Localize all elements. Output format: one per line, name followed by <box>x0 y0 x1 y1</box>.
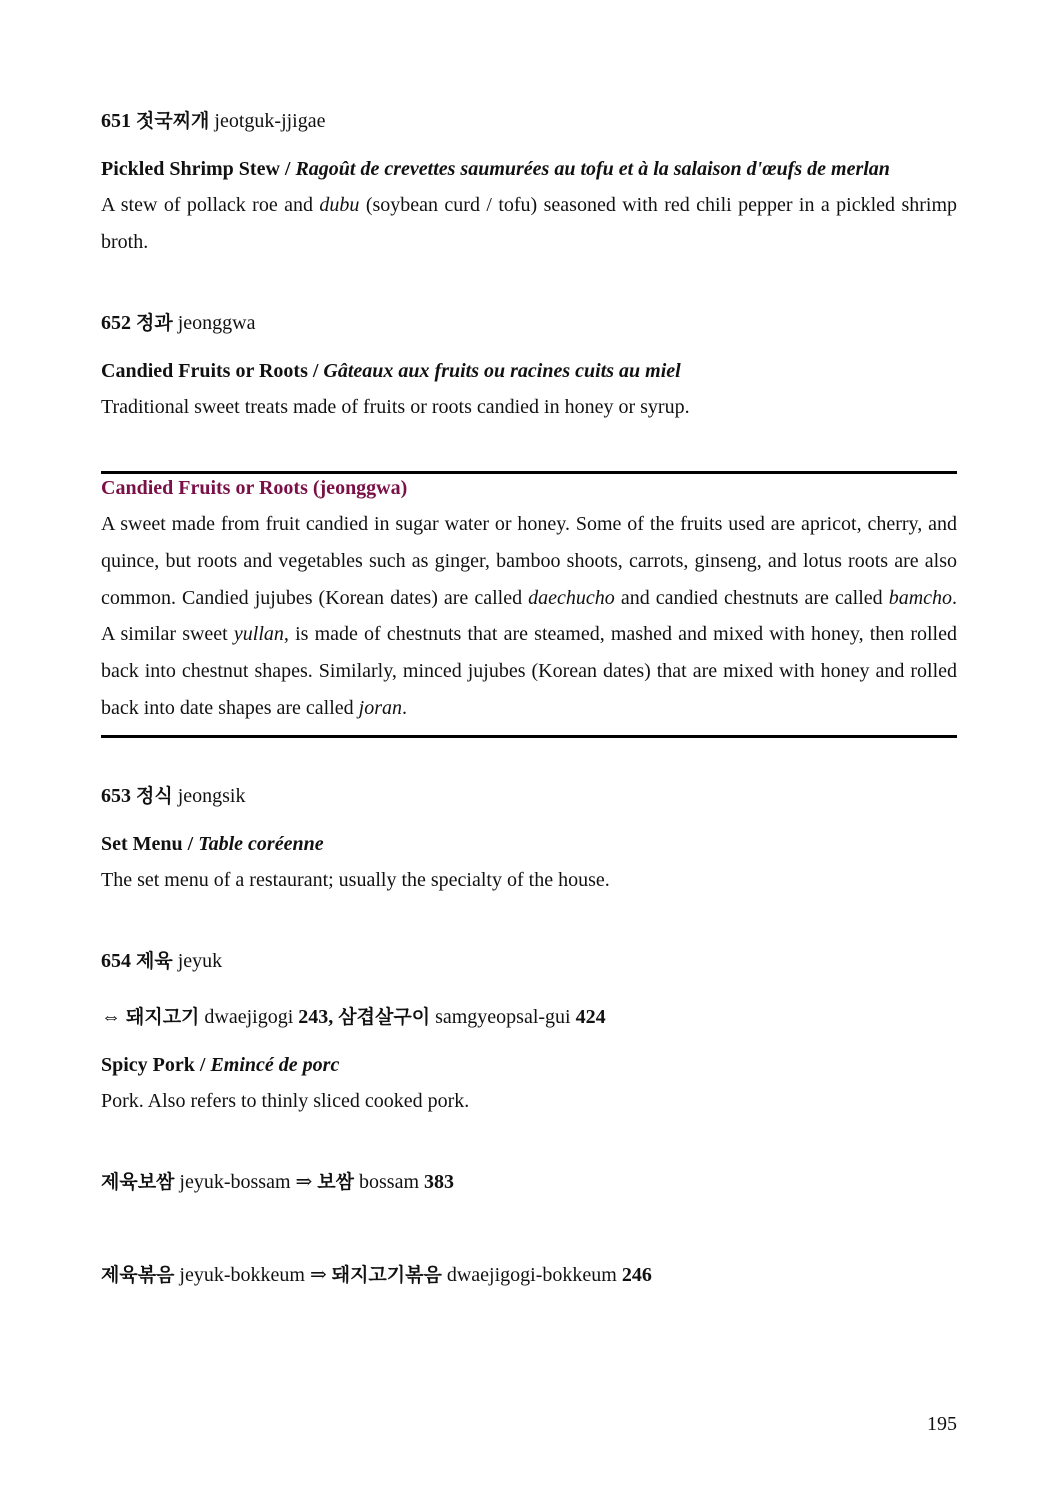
entry-654-heading <box>101 949 957 973</box>
entry-653-heading <box>101 784 957 808</box>
entry-korean: 젓국찌개 <box>136 110 210 132</box>
entry-korean: 정과 <box>136 312 173 334</box>
box-text <box>101 506 957 727</box>
text: Pork. Also refers to thinly sliced cooked pork. <box>101 1090 470 1112</box>
ref-page[interactable]: 424 <box>575 1006 606 1028</box>
crossref-target-korean[interactable]: 돼지고기볶음 <box>331 1264 442 1286</box>
box-top-rule <box>101 471 957 474</box>
crossref-romanization: jeyuk-bossam <box>179 1171 291 1193</box>
entry-english-title: Pickled Shrimp Stew / <box>101 158 296 180</box>
entry-romanization: jeonggwa <box>177 312 256 334</box>
crossref-page[interactable]: 246 <box>621 1264 652 1286</box>
right-arrow-icon: ⇒ <box>309 1264 327 1286</box>
text: . <box>402 696 407 719</box>
text-italic: daechucho <box>528 586 615 609</box>
entry-english-title: Set Menu / <box>101 833 199 855</box>
entry-number: 654 <box>101 950 131 972</box>
ref-korean[interactable]: 돼지고기 <box>126 1006 200 1028</box>
crossref-target-korean[interactable]: 보쌈 <box>317 1171 354 1193</box>
box-title: Candied Fruits or Roots (jeonggwa) <box>101 477 408 499</box>
crossref-korean: 제육보쌈 <box>101 1171 175 1193</box>
crossref-page[interactable]: 383 <box>424 1171 454 1193</box>
separator: , <box>328 1006 334 1028</box>
text: A sweet made from fruit candied in sugar water or honey. Some of the fruits used are apricot, cherry, and quince, but roots and vegetables such as ginger, bamboo shoots, carrots, ginseng, and lotus roots are also common. Candied jujubes (Korean dates) are called <box>101 513 957 609</box>
entry-korean: 제육 <box>136 950 173 972</box>
ref-romanization: dwaejigogi <box>204 1006 294 1028</box>
entry-653-title <box>101 832 957 856</box>
page-number: 195 <box>927 1413 957 1435</box>
entry-653-description <box>101 862 957 899</box>
text: and candied chestnuts are called <box>614 586 889 609</box>
crossref-target-romanization: dwaejigogi-bokkeum <box>446 1264 617 1286</box>
entry-number: 651 <box>101 110 131 132</box>
crossref-jeyuk-bokkeum <box>101 1263 957 1287</box>
text-italic: bamcho <box>888 586 953 609</box>
text: (soybean curd / tofu) seasoned with red chili pepper in a pickled shrimp broth. <box>101 194 957 253</box>
ref-page[interactable]: 243 <box>298 1006 329 1028</box>
entry-654-related <box>101 1005 957 1029</box>
text-italic: dubu <box>319 194 360 216</box>
text: , is made of chestnuts that are steamed, mashed and mixed with honey, then rolled back into chestnut shapes. Similarly, minced jujubes (Korean dates) that are mixed with honey and rolled back into date shapes are called <box>101 623 957 719</box>
box-bottom-rule <box>101 735 957 738</box>
entry-english-title: Spicy Pork / <box>101 1054 211 1076</box>
crossref-korean: 제육볶음 <box>101 1264 175 1286</box>
entry-651-description <box>101 187 957 261</box>
entry-romanization: jeongsik <box>177 785 246 807</box>
entry-french-title: Emincé de porc <box>210 1054 340 1076</box>
entry-number: 652 <box>101 312 131 334</box>
crossref-target-romanization: bossam <box>359 1171 419 1193</box>
text-italic: joran <box>358 696 402 719</box>
entry-number: 653 <box>101 785 131 807</box>
right-arrow-icon: ⇒ <box>295 1171 313 1193</box>
entry-romanization: jeyuk <box>177 950 223 972</box>
entry-651-heading <box>101 109 957 133</box>
text: The set menu of a restaurant; usually the specialty of the house. <box>101 869 610 891</box>
text: A stew of pollack roe and <box>101 194 320 216</box>
entry-652-description <box>101 389 957 426</box>
bidirectional-arrow-icon: ⇔ <box>101 1006 121 1028</box>
crossref-jeyuk-bossam <box>101 1170 957 1194</box>
entry-654-title <box>101 1053 957 1077</box>
entry-654-description <box>101 1083 957 1120</box>
text: Traditional sweet treats made of fruits or roots candied in honey or syrup. <box>101 396 690 418</box>
entry-english-title: Candied Fruits or Roots / <box>101 360 324 382</box>
entry-652-heading <box>101 311 957 335</box>
entry-romanization: jeotguk-jjigae <box>214 110 326 132</box>
ref-korean[interactable]: 삼겹살구이 <box>338 1006 431 1028</box>
text-italic: yullan <box>233 623 284 646</box>
entry-french-title: Gâteaux aux fruits ou racines cuits au miel <box>323 360 681 382</box>
entry-korean: 정식 <box>136 785 173 807</box>
entry-652-title <box>101 359 957 383</box>
crossref-romanization: jeyuk-bokkeum <box>179 1264 305 1286</box>
ref-romanization: samgyeopsal-gui <box>435 1006 571 1028</box>
text: . A similar sweet <box>101 586 958 646</box>
entry-french-title: Table coréenne <box>198 833 324 855</box>
entry-french-title: Ragoût de crevettes saumurées au tofu et à la salaison d'œufs de merlan <box>295 158 890 180</box>
entry-651-title <box>101 157 957 181</box>
